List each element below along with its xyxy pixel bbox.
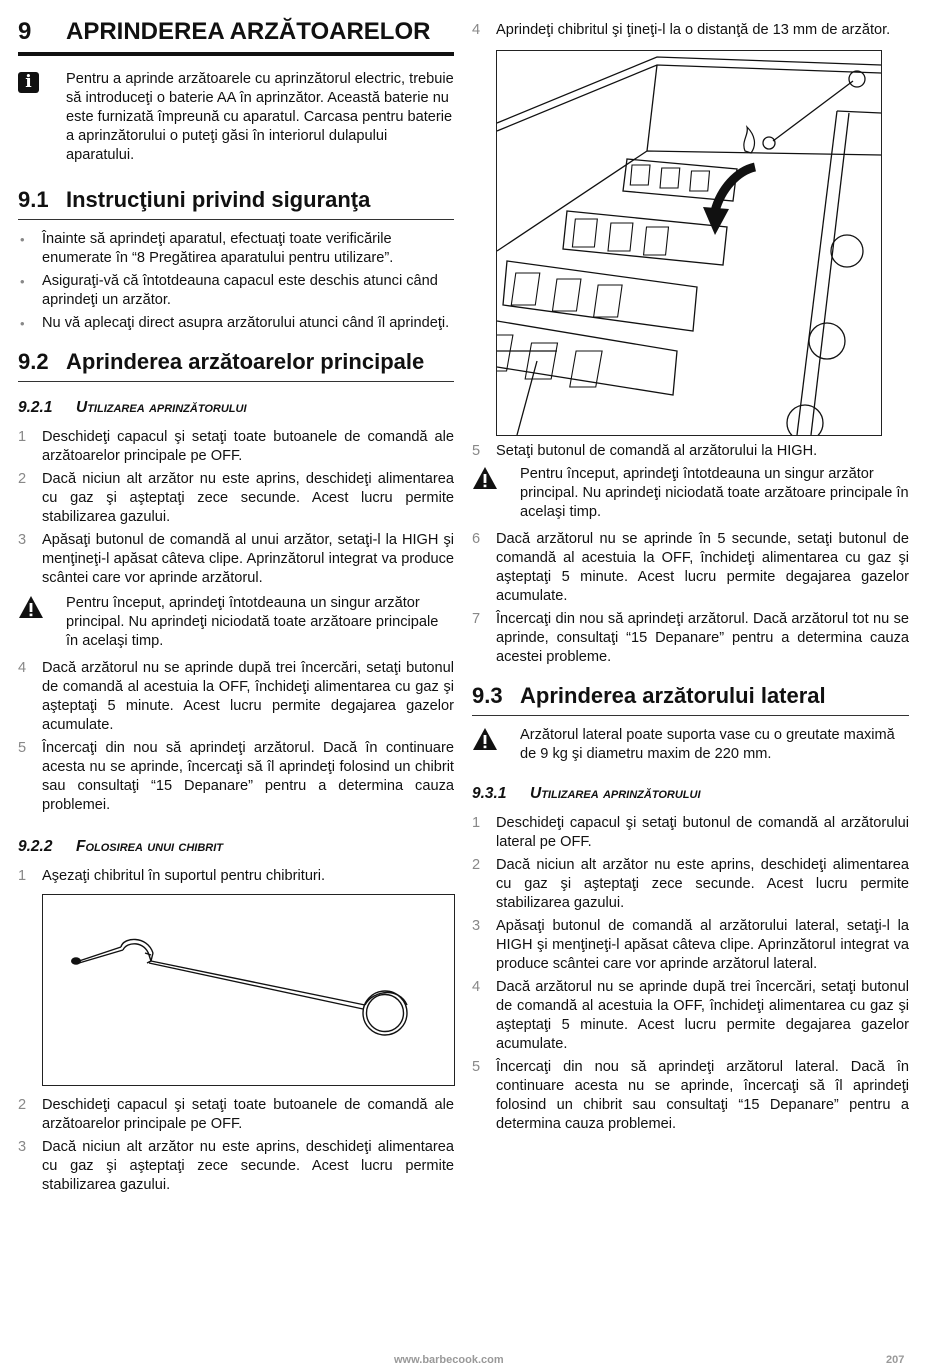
info-icon: i bbox=[18, 72, 39, 93]
section-9-2-heading bbox=[18, 349, 454, 382]
grill-illustration bbox=[497, 51, 881, 435]
list-item: • Nu vă aplecaţi direct asupra arzătorului atunci când îl aprindeţi. bbox=[20, 315, 450, 331]
step-item: 4 Dacă arzătorul nu se aprinde după trei încercări, setaţi butonul de comandă al acestuia la OFF, închideţi alimentarea cu gaz şi aşteptaţi 5 minute. Acest lucru permite degajarea gazelor acumulate. bbox=[18, 660, 454, 733]
info-note bbox=[18, 70, 454, 165]
bullet-icon: • bbox=[20, 274, 25, 289]
page-number: 207 bbox=[886, 1354, 905, 1366]
flame-icon bbox=[744, 127, 755, 153]
match-head bbox=[71, 957, 81, 965]
warning-note bbox=[472, 726, 909, 764]
step-item: 5 Setaţi butonul de comandă al arzătorului la HIGH. bbox=[472, 443, 818, 459]
step-item: 6 Dacă arzătorul nu se aprinde în 5 secunde, setaţi butonul de comandă al acestuia la OFF, închideţi alimentarea cu gaz şi aşteptaţi 5 minute. Acest lucru permite degajarea gazelor acumulate. bbox=[472, 531, 909, 604]
bullet-icon: • bbox=[20, 232, 25, 247]
left-column bbox=[18, 0, 454, 1199]
warning-note bbox=[18, 594, 454, 651]
safety-list bbox=[18, 230, 454, 333]
step-item: 4 Aprindeţi chibritul şi ţineţi-l la o distanţă de 13 mm de arzător. bbox=[472, 22, 891, 38]
step-item: 7 Încercaţi din nou să aprindeţi arzătorul. Dacă arzătorul tot nu se aprinde, consultaţi “15 Depanare” pentru a determina cauza acestei probleme. bbox=[472, 611, 909, 665]
step-item: 3 Dacă niciun alt arzător nu este aprins, deschideţi alimentarea cu gaz şi aşteptaţi zece secunde. Acest lucru permite stabilizarea gazului. bbox=[18, 1139, 454, 1193]
warning-text: Pentru început, aprindeţi întotdeauna un singur arzător principal. Nu aprindeţi niciodată toate arzătoare principale în acelaşi timp. bbox=[520, 466, 909, 520]
info-text: Pentru a aprinde arzătoarele cu aprinzătorul electric, trebuie să introduceţi o baterie AA în aprinzător. Această baterie nu este furnizată împreună cu aparatul. Carcasa pentru baterie a aprinzătorului o puteţi găsi în interiorul dulapului aparatului. bbox=[66, 71, 454, 163]
list-item: • Înainte să aprindeţi aparatul, efectuaţi toate verificările enumerate în “8 Pregătirea aparatului pentru utilizare”. bbox=[20, 231, 394, 266]
subsection-9-2-2-heading: 9.2.2 Folosirea unui chibrit bbox=[18, 838, 224, 855]
subsection-9-2-1-heading: 9.2.1 Utilizarea aprinzătorului bbox=[18, 399, 247, 416]
section-title: Aprinderea arzătorului lateral bbox=[520, 683, 826, 708]
section-number: 9.3 bbox=[472, 683, 503, 708]
step-item: 2 Dacă niciun alt arzător nu este aprins, deschideţi alimentarea cu gaz şi aşteptaţi zece secunde. Acest lucru permite stabilizarea gazului. bbox=[18, 471, 454, 525]
grill-lighting-figure bbox=[496, 50, 882, 436]
warning-triangle-icon bbox=[472, 727, 498, 751]
right-column bbox=[472, 0, 909, 1138]
warning-text: Pentru început, aprindeţi întotdeauna un singur arzător principal. Nu aprindeţi niciodată toate arzătoare principale în acelaşi timp. bbox=[66, 595, 439, 649]
bullet-icon: • bbox=[20, 316, 25, 331]
step-item: 3 Apăsaţi butonul de comandă al unui arzător, setaţi-l la HIGH şi menţineţi-l apăsat câteva clipe. Aprinzătorul integrat va produce scântei care vor aprinde arzătorul. bbox=[18, 532, 454, 586]
subsection-9-3-1-heading: 9.3.1 Utilizarea aprinzătorului bbox=[472, 785, 701, 802]
steps-9-3-1 bbox=[472, 814, 909, 1134]
section-number: 9.2 bbox=[18, 349, 49, 374]
section-number: 9 bbox=[18, 18, 32, 45]
list-item: • Asiguraţi-vă că întotdeauna capacul este deschis atunci când aprindeţi un arzător. bbox=[20, 273, 438, 308]
step-item: 1 Deschideţi capacul şi setaţi butonul de comandă al arzătorului lateral pe OFF. bbox=[472, 815, 909, 850]
step-item: 3 Apăsaţi butonul de comandă al arzătorului lateral, setaţi-l la HIGH şi menţineţi-l apăsat câteva clipe. Aprinzătorul integrat va produce scântei care vor aprinde arzătorul lateral. bbox=[472, 918, 909, 972]
section-number: 9.1 bbox=[18, 187, 49, 212]
step-item: 5 Încercaţi din nou să aprindeţi arzătorul. Dacă în continuare acesta nu se aprinde, încercaţi să îl aprindeţi folosind un chibrit sau consultaţi “15 Depanare” pentru a determina cauza problemei. bbox=[18, 740, 454, 813]
section-9-3-heading bbox=[472, 683, 909, 716]
arrow-icon bbox=[703, 207, 729, 235]
match-holder-figure bbox=[42, 894, 455, 1086]
steps-9-2-1-cont bbox=[18, 659, 454, 815]
step-item: 2 Deschideţi capacul şi setaţi toate butoanele de comandă ale arzătoarelor principale pe OFF. bbox=[18, 1097, 454, 1132]
step-item: 5 Încercaţi din nou să aprindeţi arzătorul lateral. Dacă în continuare acesta nu se aprinde, încercaţi să îl aprindeţi folosind un chibrit sau consultaţi “15 Depanare” pentru a determina cauza problemei. bbox=[472, 1059, 909, 1132]
warning-triangle-icon bbox=[18, 595, 44, 619]
section-title: Aprinderea arzătoarelor principale bbox=[66, 349, 425, 374]
warning-text: Arzătorul lateral poate suporta vase cu o greutate maximă de 9 kg şi diametru maxim de 220 mm. bbox=[520, 727, 895, 762]
step-item: 1 Deschideţi capacul şi setaţi toate butoanele de comandă ale arzătoarelor principale pe OFF. bbox=[18, 429, 454, 464]
footer-url[interactable]: www.barbecook.com bbox=[394, 1354, 504, 1366]
section-title: Instrucţiuni privind siguranţa bbox=[66, 187, 371, 212]
warning-note bbox=[472, 465, 909, 522]
section-9-1-heading bbox=[18, 187, 454, 220]
step-item: 4 Dacă arzătorul nu se aprinde după trei încercări, setaţi butonul de comandă al acestuia la OFF, închideţi alimentarea cu gaz şi aşteptaţi 5 minute. Acest lucru permite degajarea gazelor acumulate. bbox=[472, 979, 909, 1052]
steps-9-2-1 bbox=[18, 428, 454, 588]
match-holder-illustration bbox=[43, 895, 454, 1085]
warning-triangle-icon bbox=[472, 466, 498, 490]
section-9-heading bbox=[18, 18, 454, 56]
section-title: APRINDEREA ARZĂTOARELOR bbox=[66, 18, 431, 45]
step-item: 2 Dacă niciun alt arzător nu este aprins, deschideţi alimentarea cu gaz şi aşteptaţi zece secunde. Acest lucru permite stabilizarea gazului. bbox=[472, 857, 909, 911]
step-item: 1 Aşezaţi chibritul în suportul pentru chibrituri. bbox=[18, 868, 326, 884]
